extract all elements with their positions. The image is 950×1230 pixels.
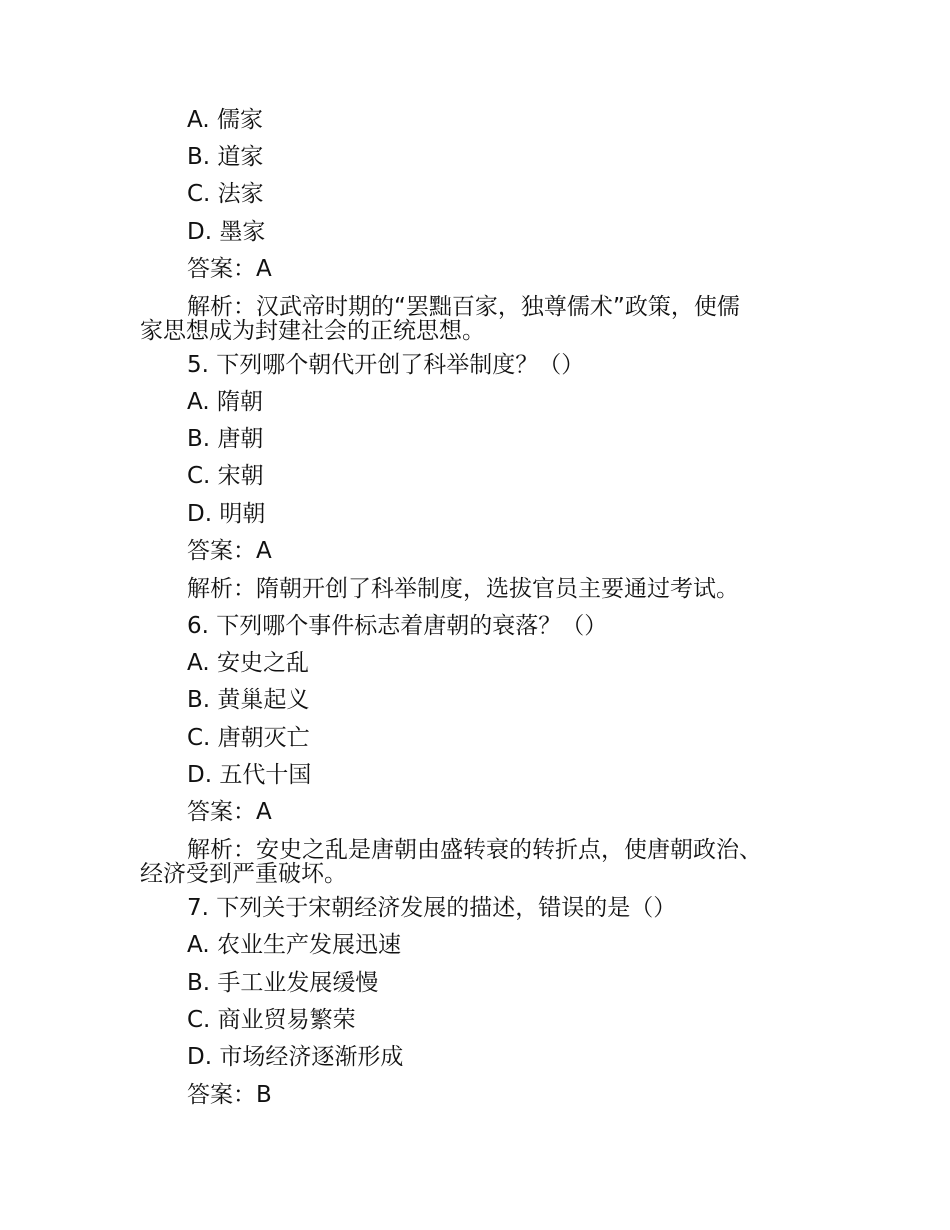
q4-option-d: D. 墨家 — [187, 219, 266, 245]
q6-question: 6. 下列哪个事件标志着唐朝的衰落？（） — [187, 613, 608, 639]
q4-option-a: A. 儒家 — [187, 107, 263, 133]
q4-option-b: B. 道家 — [187, 144, 264, 170]
q6-analysis — [140, 837, 827, 887]
q6-analysis-line1: 解析：安史之乱是唐朝由盛转衰的转折点，使唐朝政治、 — [187, 837, 762, 863]
q6-analysis-line2: 经济受到严重破坏。 — [140, 861, 347, 887]
q5-option-b: B. 唐朝 — [187, 426, 264, 452]
q4-answer: 答案：A — [187, 256, 272, 282]
q4-analysis — [140, 294, 827, 344]
q6-option-b: B. 黄巢起义 — [187, 687, 310, 713]
q5-option-d: D. 明朝 — [187, 501, 266, 527]
q7-option-a: A. 农业生产发展迅速 — [187, 932, 401, 958]
q6-answer: 答案：A — [187, 799, 272, 825]
q5-question: 5. 下列哪个朝代开创了科举制度？（） — [187, 352, 585, 378]
q4-option-c: C. 法家 — [187, 181, 264, 207]
q7-option-c: C. 商业贸易繁荣 — [187, 1007, 356, 1033]
q5-answer: 答案：A — [187, 538, 272, 564]
q6-option-d: D. 五代十国 — [187, 762, 312, 788]
q7-answer: 答案：B — [187, 1082, 272, 1108]
q7-option-d: D. 市场经济逐渐形成 — [187, 1044, 404, 1070]
q5-analysis: 解析：隋朝开创了科举制度，选拔官员主要通过考试。 — [187, 576, 739, 602]
q6-option-c: C. 唐朝灭亡 — [187, 725, 310, 751]
q7-question: 7. 下列关于宋朝经济发展的描述，错误的是（） — [187, 895, 677, 921]
q7-option-b: B. 手工业发展缓慢 — [187, 970, 379, 996]
q4-analysis-line2: 家思想成为封建社会的正统思想。 — [140, 318, 485, 344]
q4-analysis-line1: 解析：汉武帝时期的“罢黜百家，独尊儒术”政策，使儒 — [187, 294, 740, 320]
q6-option-a: A. 安史之乱 — [187, 650, 309, 676]
q5-option-c: C. 宋朝 — [187, 463, 264, 489]
q5-option-a: A. 隋朝 — [187, 389, 263, 415]
